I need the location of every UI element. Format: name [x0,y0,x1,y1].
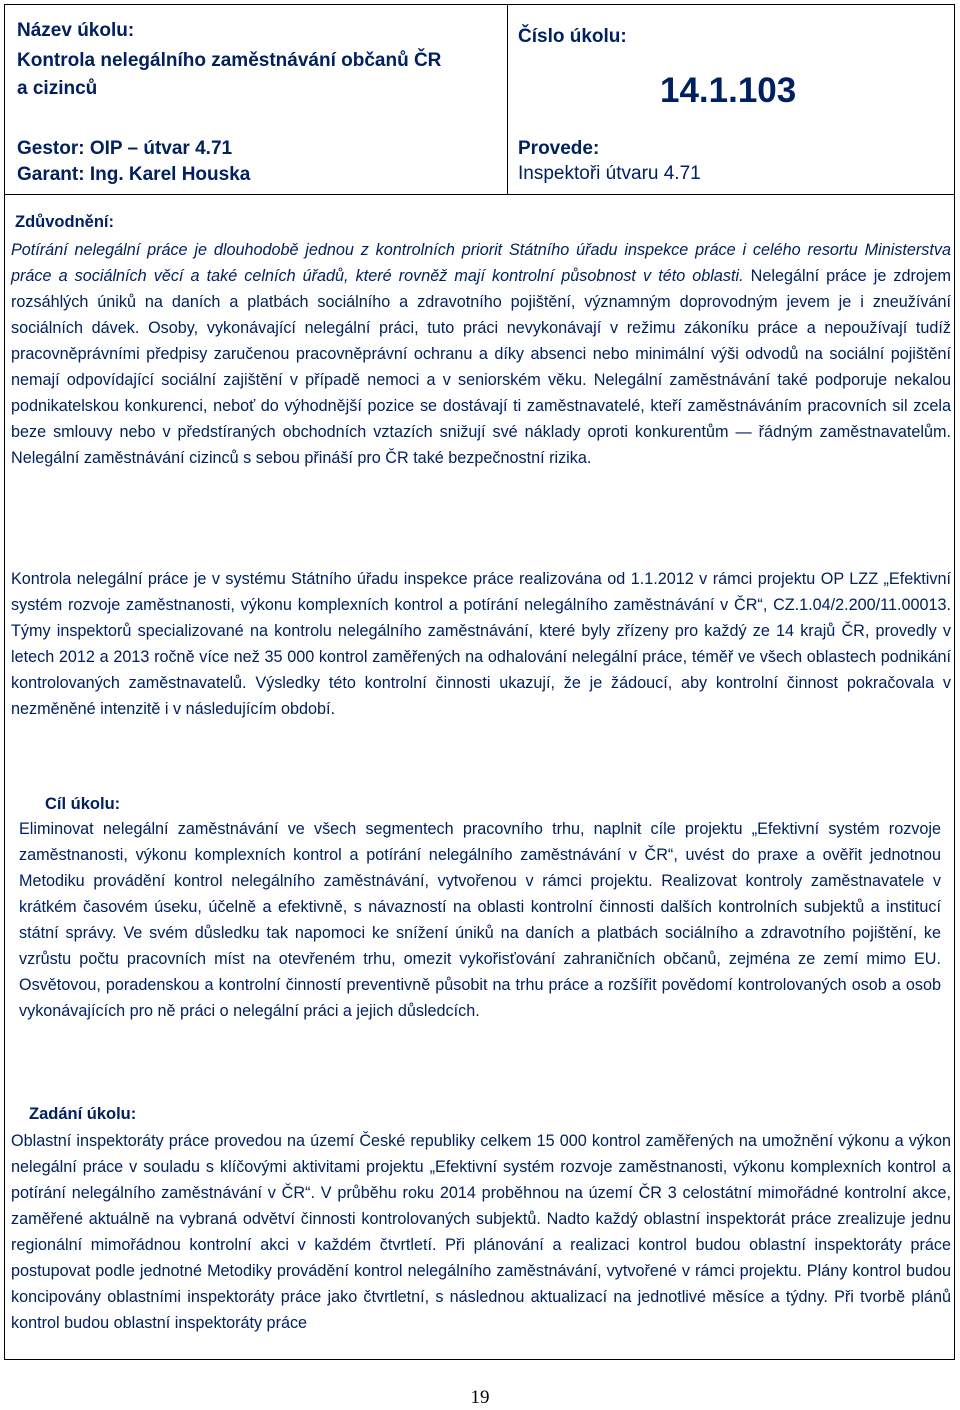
zduvodneni-paragraph-2: Kontrola nelegální práce je v systému Státního úřadu inspekce práce realizována od 1.1.2012 v rámci projektu OP LZZ „Efektivní systém rozvoje zaměstnanosti, výkonu komplexních kontrol a potírání nelegálního zaměstnávání v ČR“, CZ.1.04/2.200/11.00013. Týmy inspektorů specializované na kontrolu nelegálního zaměstnávání, které byly zřízeny pro každý ze 14 krajů ČR, provedly v letech 2012 a 2013 ročně více než 35 000 kontrol zaměřených na odhalování nelegální práce, téměř ve všech oblastech podnikání kontrolovaných zaměstnavatelů. Výsledky této kontrolní činnosti ukazují, že je žádoucí, aby kontrolní činnost pokračovala v nezměněné intenzitě i v následujícím období. [11,570,951,718]
page-number: 19 [470,1387,490,1408]
zduvodneni-heading: Zdůvodnění: [15,213,114,231]
zadani-paragraph: Oblastní inspektoráty práce provedou na území České republiky celkem 15 000 kontrol zaměřených na umožnění výkonu a výkon nelegální práce v souladu s klíčovými aktivitami projektu „Efektivní systém rozvoje zaměstnanosti, výkonu komplexních kontrol a potírání nelegálního zaměstnávání v ČR“. V průběhu roku 2014 proběhnou na území ČR 3 celostátní mimořádné kontrolní akce, zaměřené aktuálně na vybraná odvětví činnosti kontrolovaných subjektů. Nadto každý oblastní inspektorát práce zrealizuje jednu regionální mimořádnou kontrolní akci v každém čtvrtletí. Při plánování a realizaci kontrol budou oblastní inspektoráty práce postupovat podle jednotné Metodiky provádění kontrol nelegálního zaměstnávání, vytvořené v rámci projektu. Plány kontrol budou koncipovány oblastními inspektoráty práce jako čtvrtletní, s následnou aktualizací na jednotlivé měsíce a týdny. Při tvorbě plánů kontrol budou oblastní inspektoráty práce [11,1132,951,1332]
zduvodneni-rest: Osoby, vykonávající nelegální práci, tuto práci nevykonávají v režimu zákoníku práce a nepoužívají tudíž pracovněprávními předpisy zaručenou pracovněprávní ochranu a díky absenci nebo minimální výši odvodů na sociální pojištění nemají odpovídající sociální zajištění v případě nemoci a v seniorském věku. Nelegální zaměstnávání také podporuje nekalou podnikatelskou konkurenci, neboť do výhodnější pozice se dostávají ti zaměstnavatelé, kteří zaměstnáváním pracovních sil zcela beze smlouvy nebo v předstíraných obchodních vztazích snižují své náklady oproti konkurentům — řádným zaměstnavatelům. Nelegální zaměstnávání cizinců s sebou přináší pro ČR také bezpečnostní rizika. [11,319,951,467]
task-name-line2: a cizinců [17,78,98,99]
task-number-label: Číslo úkolu: [518,26,627,47]
zduvodneni-italic-a: Potírání nelegální práce je dlouhodobě jednou z kontrolních priorit Státního úřadu inspekce práce i celého resortu Ministerstva práce a sociálních věcí a také celních úřadů, které rovněž mají kontrolní působnost v této oblasti. [11,241,951,285]
zadani-heading: Zadání úkolu: [29,1105,137,1123]
task-number: 14.1.103 [660,71,797,110]
header-left-cell [5,5,508,194]
zduvodneni-paragraph-1 [11,237,951,471]
document-frame [4,4,955,1360]
provede-value: Inspektoři útvaru 4.71 [518,163,701,184]
task-name-label: Název úkolu: [17,20,135,41]
garant: Garant: Ing. Karel Houska [17,164,251,185]
cil-heading: Cíl úkolu: [45,795,121,813]
gestor: Gestor: OIP – útvar 4.71 [17,138,233,159]
header-table [5,5,954,195]
provede-label: Provede: [518,138,600,159]
task-name-line1: Kontrola nelegálního zaměstnávání občanů ČR [17,50,442,71]
cil-paragraph: Eliminovat nelegální zaměstnávání ve všech segmentech pracovního trhu, naplnit cíle projektu „Efektivní systém rozvoje zaměstnanosti, výkonu komplexních kontrol a potírání nelegálního zaměstnávání v ČR“, uvést do praxe a ověřit jednotnou Metodiku provádění kontrol nelegálního zaměstnávání, vytvořenou v rámci projektu. Realizovat kontroly zaměstnavatele v krátkém časovém úseku, účelně a efektivně, s návazností na oblasti kontrolní činnosti dalších kontrolních subjektů a institucí státní správy. Ve svém důsledku tak napomoci ke snížení úniků na daních a platbách sociálního a zdravotního pojištění, ke vzrůstu počtu pracovních míst na otevřeném trhu, omezit vykořisťování zahraničních občanů, zejména ze zemí mimo EU. Osvětovou, poradenskou a kontrolní činností preventivně působit na trhu práce a rozšířit povědomí kontrolovaných osob a osob vykonávajících pro ně práci o nelegální práci a jejich důsledcích. [19,820,941,1020]
zduvodneni-italic-b: Nelegální práce je zdrojem rozsáhlých úniků na daních a platbách sociálního a zdravotního pojištění, významným doprovodným jevem je i zneužívání sociálních dávek. [11,267,951,337]
